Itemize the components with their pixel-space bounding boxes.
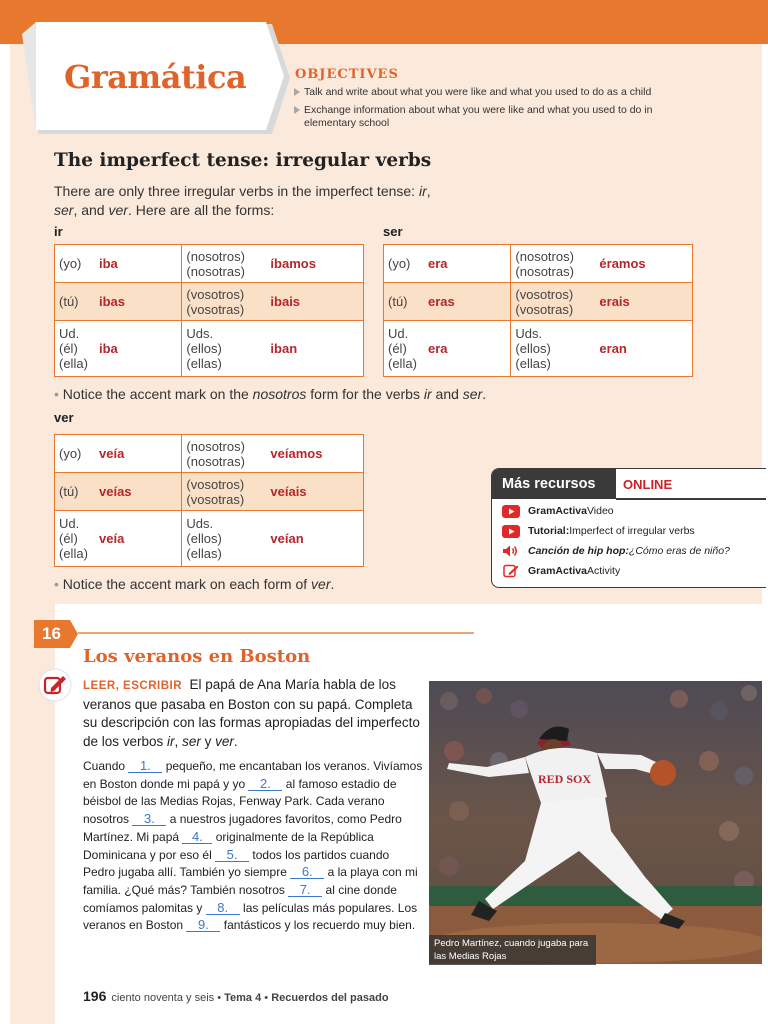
answer-blank-2[interactable]: 2. [248, 777, 282, 791]
divider [616, 498, 766, 500]
verb-label-ser: ser [383, 224, 403, 239]
objectives-title: OBJECTIVES [295, 67, 399, 82]
table-row: (yo) era (nosotros) (nosotras) éramos [384, 245, 693, 283]
page-footer: 196 ciento noventa y seis • Tema 4 • Recuerdos del pasado [83, 988, 389, 1004]
play-video-icon [502, 504, 520, 518]
arrow-bullet-icon [294, 106, 300, 114]
answer-blank-1[interactable]: 1. [128, 759, 162, 773]
section-intro: There are only three irregular verbs in the imperfect tense: ir, ser, and ver. Here are all the forms: [54, 183, 431, 218]
verb-label-ir: ir [54, 224, 63, 239]
table-row: Ud. (él) (ella) era Uds. (ellos) (ellas) eran [384, 321, 693, 377]
answer-blank-7[interactable]: 7. [288, 883, 322, 897]
table-row: Ud. (él) (ella) iba Uds. (ellos) (ellas) iban [55, 321, 364, 377]
conjugation-table-ser [383, 244, 693, 377]
table-row: Ud. (él) (ella) veía Uds. (ellos) (ellas) veían [55, 511, 364, 567]
arrow-bullet-icon [294, 88, 300, 96]
activity-title: Los veranos en Boston [83, 646, 311, 667]
section-heading: The imperfect tense: irregular verbs [54, 150, 432, 171]
speaker-audio-icon [502, 544, 520, 558]
table-row: (yo) veía (nosotros) (nosotras) veíamos [55, 435, 364, 473]
answer-blank-4[interactable]: 4. [182, 830, 212, 844]
table-row: (yo) iba (nosotros) (nosotras) íbamos [55, 245, 364, 283]
recursos-link-tutorial[interactable]: Tutorial: Imperfect of irregular verbs [502, 524, 695, 538]
photo-caption: Pedro Martínez, cuando jugaba para las Medias Rojas [429, 935, 596, 965]
recursos-link-cancion[interactable]: Canción de hip hop: ¿Cómo eras de niño? [502, 544, 730, 558]
page-title: Gramática [64, 58, 247, 96]
activity-instructions: LEER, ESCRIBIR El papá de Ana María habla de los veranos que pasaba en Boston con su papá. Completa su descripción con las formas apropiadas del imperfecto de los verbos ir, ser y ver. [83, 677, 420, 749]
conjugation-table-ir [54, 244, 364, 377]
table-row: (tú) ibas (vosotros) (vosotras) ibais [55, 283, 364, 321]
accent-note-1: • Notice the accent mark on the nosotros form for the verbs ir and ser. [54, 386, 487, 402]
conjugation-table-ver [54, 434, 364, 567]
answer-blank-8[interactable]: 8. [206, 901, 240, 915]
play-video-icon [502, 524, 520, 538]
verb-label-ver: ver [54, 410, 74, 425]
jersey-text: RED SOX [538, 772, 592, 786]
page-number: 196 [83, 988, 107, 1004]
answer-blank-9[interactable]: 9. [186, 918, 220, 932]
activity-cloze-text: Cuando 1. pequeño, me encantaban los veranos. Vivíamos en Boston donde mi papá y yo 2. al famoso estadio de béisbol de las Medias Rojas, Fenway Park. Cada verano nosotros 3. a nuestros jugadores favoritos, como Pedro Martínez. Mi papá 4. originalmente de la República Dominicana y por eso él 5. todos los partidos cuando Pedro jugaba allí. También yo siempre 6. a la playa con mi familia. ¿Qué más? También nosotros 7. al cine donde comíamos palomitas y 8. las películas más populares. Los veranos en Boston 9. fantásticos y los recuerdo muy bien. [83, 758, 423, 933]
recursos-link-gramactiva-video[interactable]: GramActiva Video [502, 504, 614, 518]
accent-note-2: • Notice the accent mark on each form of ver. [54, 576, 335, 592]
recursos-title: Más recursos [492, 469, 616, 499]
objective-item-2: Exchange information about what you were like and what you used to do in elementary school [294, 104, 714, 130]
table-row: (tú) eras (vosotros) (vosotras) erais [384, 283, 693, 321]
pencil-writing-icon [38, 668, 72, 702]
answer-blank-6[interactable]: 6. [290, 865, 324, 879]
table-row: (tú) veías (vosotros) (vosotras) veíais [55, 473, 364, 511]
activity-divider [78, 632, 474, 634]
activity-number-badge: 16 [34, 620, 78, 648]
recursos-link-gramactiva-activity[interactable]: GramActiva Activity [502, 564, 620, 578]
mas-recursos-box [491, 468, 766, 588]
baseball-pitcher-photo [429, 681, 762, 964]
objective-item-1: Talk and write about what you were like and what you used to do as a child [294, 86, 714, 99]
answer-blank-5[interactable]: 5. [215, 848, 249, 862]
answer-blank-3[interactable]: 3. [132, 812, 166, 826]
edit-pencil-icon [502, 564, 520, 578]
online-label: ONLINE [623, 477, 673, 492]
